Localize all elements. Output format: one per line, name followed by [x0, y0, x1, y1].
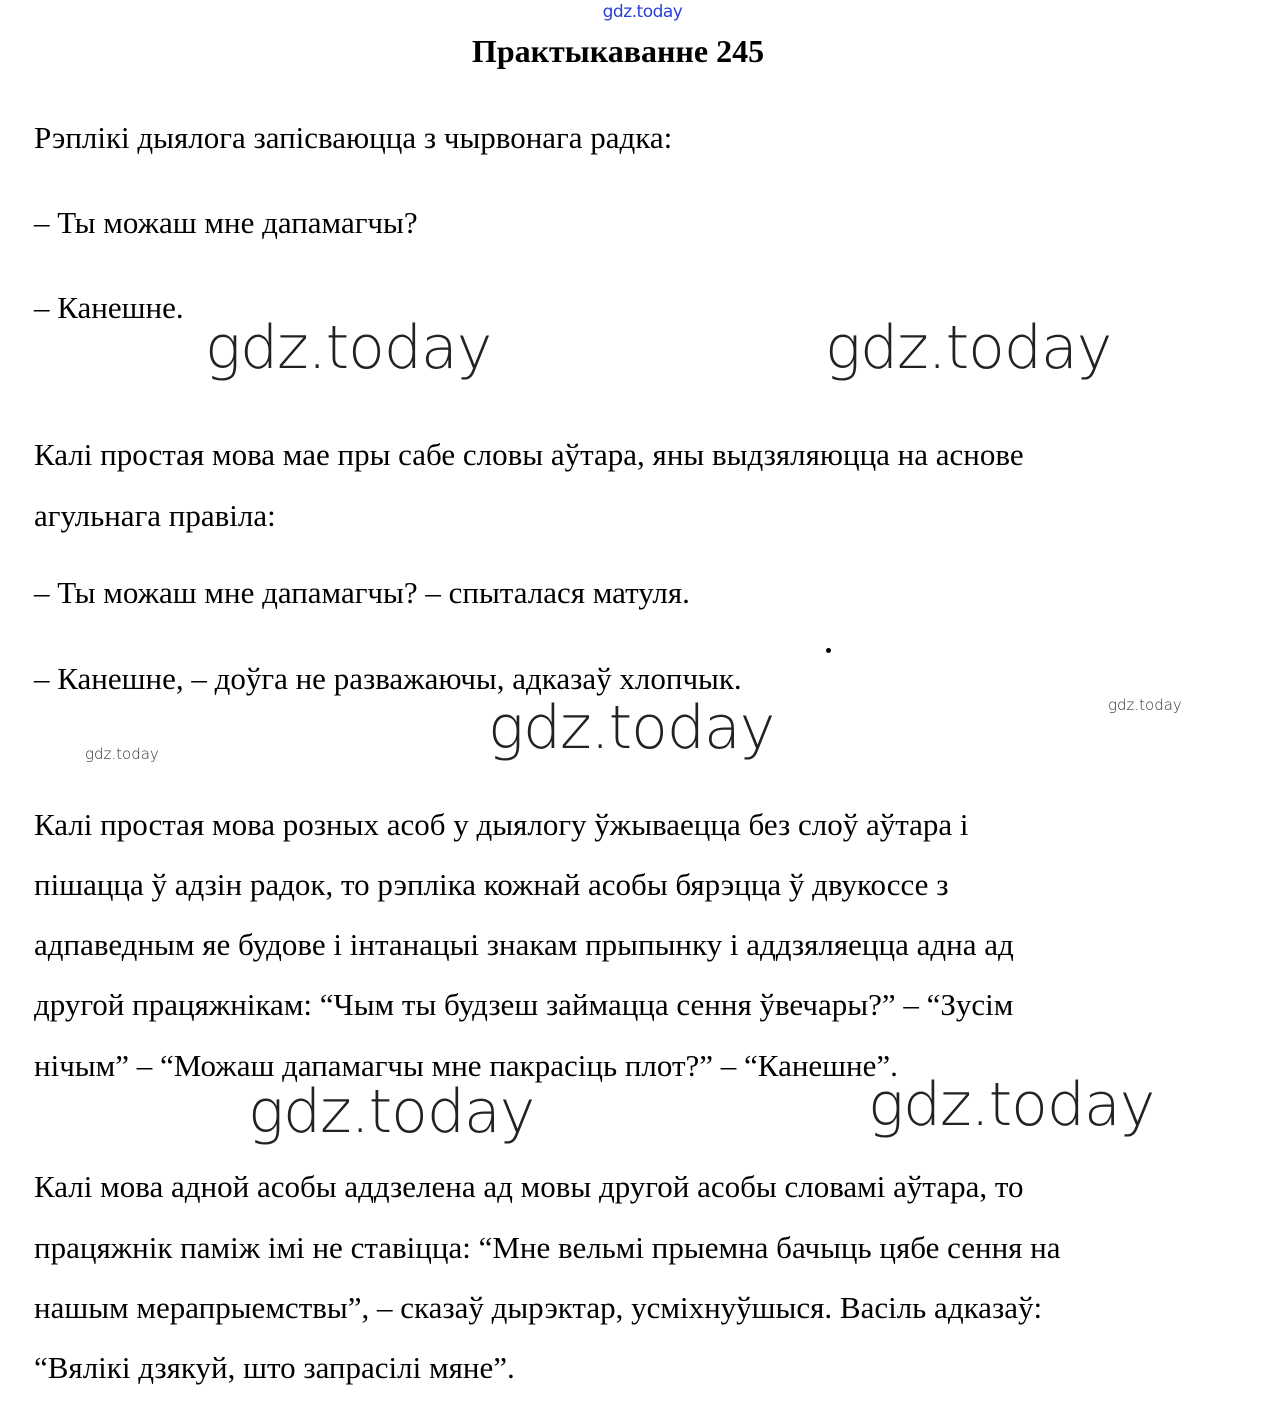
text-line-7: – Канешне, – доўга не разважаючы, адказаў хлопчык.	[34, 661, 742, 696]
text-line-15: нашым мерапрыемствы”, – сказаў дырэктар, усміхнуўшыся. Васіль адказаў:	[34, 1290, 1043, 1325]
text-line-4: Калі простая мова мае пры сабе словы аўтара, яны выдзяляюцца на аснове	[34, 437, 1024, 472]
text-line-8: Калі простая мова розных асоб у дыялогу ўжываецца без слоў аўтара і	[34, 807, 969, 842]
text-line-9: пішацца ў адзін радок, то рэпліка кожнай асобы бярэцца ў двукоссе з	[34, 867, 949, 902]
text-line-14: працяжнік паміж імі не ставіцца: “Мне вельмі прыемна бачыць цябе сення на	[34, 1230, 1061, 1265]
text-line-16: “Вялікі дзякуй, што запрасілі мяне”.	[34, 1350, 515, 1385]
stray-dot	[826, 648, 831, 653]
text-line-6: – Ты можаш мне дапамагчы? – спыталася матуля.	[34, 575, 690, 610]
watermark-large: gdz.today	[205, 313, 492, 383]
page-title: Практыкаванне 245	[471, 33, 765, 69]
top-watermark: gdz.today	[602, 2, 683, 22]
text-line-12: нічым” – “Можаш дапамагчы мне пакрасіць плот?” – “Канешне”.	[34, 1048, 898, 1083]
text-line-13: Калі мова адной асобы аддзелена ад мовы другой асобы словамі аўтара, то	[34, 1169, 1024, 1204]
watermark-large: gdz.today	[868, 1070, 1155, 1140]
watermark-large: gdz.today	[488, 693, 775, 763]
text-line-10: адпаведным яе будове і інтанацыі знакам прыпынку і аддзяляецца адна ад	[34, 927, 1014, 962]
text-line-3: – Канешне.	[34, 290, 184, 325]
watermark-large: gdz.today	[825, 313, 1112, 383]
watermark-small: gdz.today	[1108, 696, 1182, 714]
text-line-11: другой працяжнікам: “Чым ты будзеш займацца сення ўвечары?” – “Зусім	[34, 987, 1014, 1022]
text-line-2: – Ты можаш мне дапамагчы?	[34, 205, 418, 240]
text-line-5: агульнага правіла:	[34, 498, 276, 533]
watermark-small: gdz.today	[85, 745, 159, 763]
text-line-1: Рэплікі дыялога запісваюцца з чырвонага радка:	[34, 120, 673, 155]
watermark-large: gdz.today	[248, 1077, 535, 1147]
